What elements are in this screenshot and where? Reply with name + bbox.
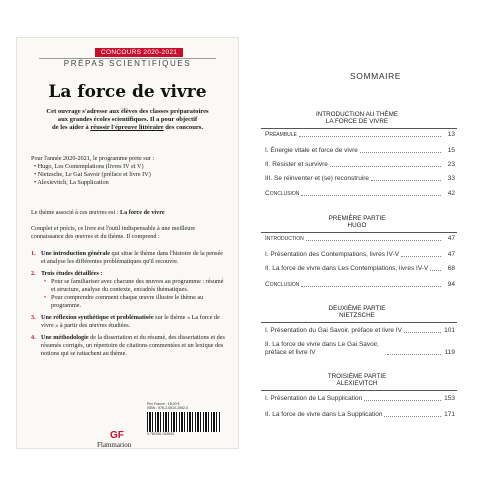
intro-text: de les aider à bbox=[52, 124, 89, 132]
section-heading bbox=[257, 111, 457, 126]
intro-line bbox=[31, 124, 224, 132]
toc-entry-label: II. Résister et survivre bbox=[265, 161, 328, 168]
program-item: • Nietzsche, Le Gai Savoir (préface et livre IV) bbox=[34, 171, 151, 178]
toc-page-number: 68 bbox=[447, 265, 455, 272]
toc-entry-label: Préambule bbox=[265, 131, 297, 138]
toc-entry[interactable] bbox=[265, 251, 455, 259]
feature-item bbox=[31, 250, 228, 266]
section-heading-line: TROISIÈME PARTIE bbox=[327, 373, 387, 380]
feature-bold: Trois études détaillées : bbox=[41, 270, 103, 277]
toc-page-number: 33 bbox=[447, 175, 455, 182]
toc-page-number: 15 bbox=[447, 147, 455, 154]
feature-subitem bbox=[41, 278, 228, 294]
toc-entry-label: I. Présentation de La Supplication bbox=[265, 395, 363, 402]
toc-entry[interactable] bbox=[265, 411, 455, 419]
toc-entry-label: I. Présentation des Contemplations, livres IV-V bbox=[265, 251, 400, 258]
toc-entry[interactable] bbox=[265, 265, 455, 273]
intro-emphasis: réussir l'épreuve littéraire bbox=[90, 124, 164, 132]
feature-list bbox=[31, 250, 228, 362]
feature-item bbox=[31, 314, 228, 330]
feature-body bbox=[41, 314, 228, 330]
series-label: PRÉPAS SCIENTIFIQUES bbox=[63, 59, 192, 68]
leader-dots bbox=[306, 240, 441, 241]
feature-bold: Une introduction générale bbox=[41, 250, 110, 257]
section-heading-line: LA FORCE DE VIVRE bbox=[325, 118, 389, 126]
toc-page-number: 23 bbox=[447, 161, 455, 168]
toc-title: SOMMAIRE bbox=[350, 71, 402, 81]
program-lead: Pour l'année 2020-2021, le programme porte sur : bbox=[31, 155, 155, 162]
section-heading-line: HUGO bbox=[347, 222, 367, 230]
publisher-name: Flammarion bbox=[97, 441, 132, 449]
toc-page-number: 94 bbox=[447, 281, 455, 288]
toc-entry[interactable] bbox=[265, 395, 455, 403]
section-heading bbox=[257, 373, 457, 388]
toc-page-number: 47 bbox=[447, 251, 455, 258]
section-heading-line: DEUXIÈME PARTIE bbox=[328, 305, 386, 312]
toc-page-number: 42 bbox=[447, 190, 455, 197]
program-list bbox=[31, 163, 226, 187]
theme-value: La force de vivre bbox=[120, 209, 165, 216]
intro-text: des concours. bbox=[165, 124, 203, 132]
barcode-icon bbox=[147, 412, 221, 432]
toc-page-number: 13 bbox=[447, 131, 455, 138]
leader-dots bbox=[401, 256, 441, 257]
feature-body bbox=[41, 270, 228, 310]
feature-number: 4. bbox=[31, 334, 36, 341]
leader-dots bbox=[430, 270, 441, 271]
toc-page-number: 171 bbox=[444, 411, 455, 418]
subitem-text: Pour se familiariser avec chacune des œuvres au programme : résumé et structure, analyse du contexte, encadrés thématiques. bbox=[51, 278, 224, 293]
intro-line: aux grandes écoles scientifiques. Il a pour objectif bbox=[57, 116, 198, 124]
toc-entry-label: I. Présentation du Gai Savoir, préface et livre IV bbox=[265, 327, 402, 334]
toc-entry[interactable] bbox=[265, 161, 455, 169]
barcode-digits: 9 782081 015920 bbox=[147, 432, 175, 436]
toc-page-number: 153 bbox=[444, 395, 455, 402]
leader-dots bbox=[387, 354, 441, 355]
toc-entry[interactable] bbox=[265, 131, 455, 139]
toc-page-number: 47 bbox=[447, 235, 455, 242]
toc-entry[interactable] bbox=[265, 175, 455, 183]
leader-dots bbox=[364, 400, 441, 401]
toc-entry[interactable] bbox=[265, 235, 455, 243]
intro-line: Cet ouvrage s'adresse aux élèves des classes préparatoires bbox=[46, 108, 209, 115]
feature-rest: sur le thème « La force de vivre » à partir des œuvres étudiées. bbox=[41, 314, 220, 329]
toc-entry[interactable] bbox=[265, 147, 455, 155]
section-rule bbox=[261, 322, 457, 323]
leader-dots bbox=[360, 152, 441, 153]
contest-badge: CONCOURS 2020-2021 bbox=[95, 48, 183, 57]
leader-dots bbox=[404, 332, 441, 333]
toc-page-number: 119 bbox=[444, 349, 455, 356]
section-heading-line: PREMIÈRE PARTIE bbox=[328, 215, 386, 222]
price-label: Prix France : 18,00 € bbox=[147, 402, 180, 406]
toc-entry-label: Conclusion bbox=[265, 190, 300, 197]
toc-page-number: 101 bbox=[444, 327, 455, 334]
intro-paragraph bbox=[31, 108, 224, 133]
program-item: • Alexievitch, La Supplication bbox=[34, 179, 109, 186]
section-heading-line: NIETZSCHE bbox=[339, 312, 375, 320]
leader-dots bbox=[371, 180, 441, 181]
leader-dots bbox=[301, 286, 441, 287]
feature-bold: Une méthodologie bbox=[41, 334, 89, 341]
complet-paragraph bbox=[31, 225, 226, 241]
section-heading bbox=[257, 305, 457, 320]
toc-entry[interactable] bbox=[265, 281, 455, 289]
isbn-label: ISBN : 978-2-0810-1592-0 bbox=[147, 406, 189, 410]
feature-rest: qui situe le thème dans l'histoire de la pensée et analyse les différentes problématiques qu'il recouvre. bbox=[41, 250, 223, 265]
toc-entry-label: II. La force de vivre dans Les Contemplations, livres IV-V bbox=[265, 265, 429, 272]
feature-number: 3. bbox=[31, 314, 36, 321]
back-cover bbox=[16, 37, 239, 449]
complet-line: Complet et précis, ce livre est l'outil indispensable à une meilleure bbox=[31, 225, 196, 232]
feature-subitem bbox=[41, 294, 228, 310]
theme-lead: Le thème associé à ces œuvres est : bbox=[31, 209, 119, 216]
feature-number: 1. bbox=[31, 250, 36, 257]
program-item: • Hugo, Les Contemplations (livres IV et V) bbox=[34, 163, 144, 170]
section-rule bbox=[261, 128, 457, 129]
leader-dots bbox=[330, 166, 441, 167]
toc-entry-label: III. Se réinventer et (se) reconstruire bbox=[265, 175, 370, 182]
program-block bbox=[31, 155, 226, 187]
section-rule bbox=[261, 390, 457, 391]
feature-item bbox=[31, 270, 228, 310]
feature-number: 2. bbox=[31, 270, 36, 277]
complet-line: connaissance des œuvres et du thème. Il comprend : bbox=[31, 233, 160, 240]
feature-body bbox=[41, 334, 228, 358]
barcode-block bbox=[147, 402, 227, 436]
feature-body bbox=[41, 250, 228, 266]
toc-entry-label: I. Énergie vitale et force de vivre bbox=[265, 147, 358, 154]
bullet-icon: • bbox=[44, 294, 47, 301]
section-heading bbox=[257, 215, 457, 230]
section-heading-line: ALEXIEVITCH bbox=[336, 380, 378, 388]
toc-entry[interactable] bbox=[265, 341, 455, 357]
leader-dots bbox=[299, 136, 441, 137]
toc-entry-label: Conclusion bbox=[265, 281, 300, 288]
toc-entry-label: Introduction bbox=[265, 235, 304, 242]
feature-rest: de la dissertation et du résumé, des dissertations et des résumés corrigés, un répertoire de citations commentées et un lexique des notions qui se rattachent au thème. bbox=[41, 334, 225, 357]
theme-line bbox=[31, 209, 226, 217]
section-heading-line: INTRODUCTION AU THÈME bbox=[315, 111, 399, 118]
toc-entry[interactable] bbox=[265, 190, 455, 198]
table-of-contents bbox=[247, 55, 480, 455]
section-rule bbox=[261, 232, 457, 233]
leader-dots bbox=[301, 195, 441, 196]
subitem-text: Pour comprendre comment chaque œuvre illustre le thème au programme. bbox=[51, 294, 204, 309]
book-title: La force de vivre bbox=[48, 82, 207, 102]
toc-entry[interactable] bbox=[265, 327, 455, 335]
feature-bold: Une réflexion synthétique et problématisée bbox=[41, 314, 154, 321]
bullet-icon: • bbox=[44, 278, 47, 285]
publisher-logo: GF bbox=[110, 430, 124, 441]
toc-entry-label: II. La force de vivre dans La Supplication bbox=[265, 411, 383, 418]
feature-item bbox=[31, 334, 228, 358]
toc-entry-label: II. La force de vivre dans Le Gai Savoir, préface et livre IV bbox=[265, 341, 379, 356]
leader-dots bbox=[384, 416, 441, 417]
